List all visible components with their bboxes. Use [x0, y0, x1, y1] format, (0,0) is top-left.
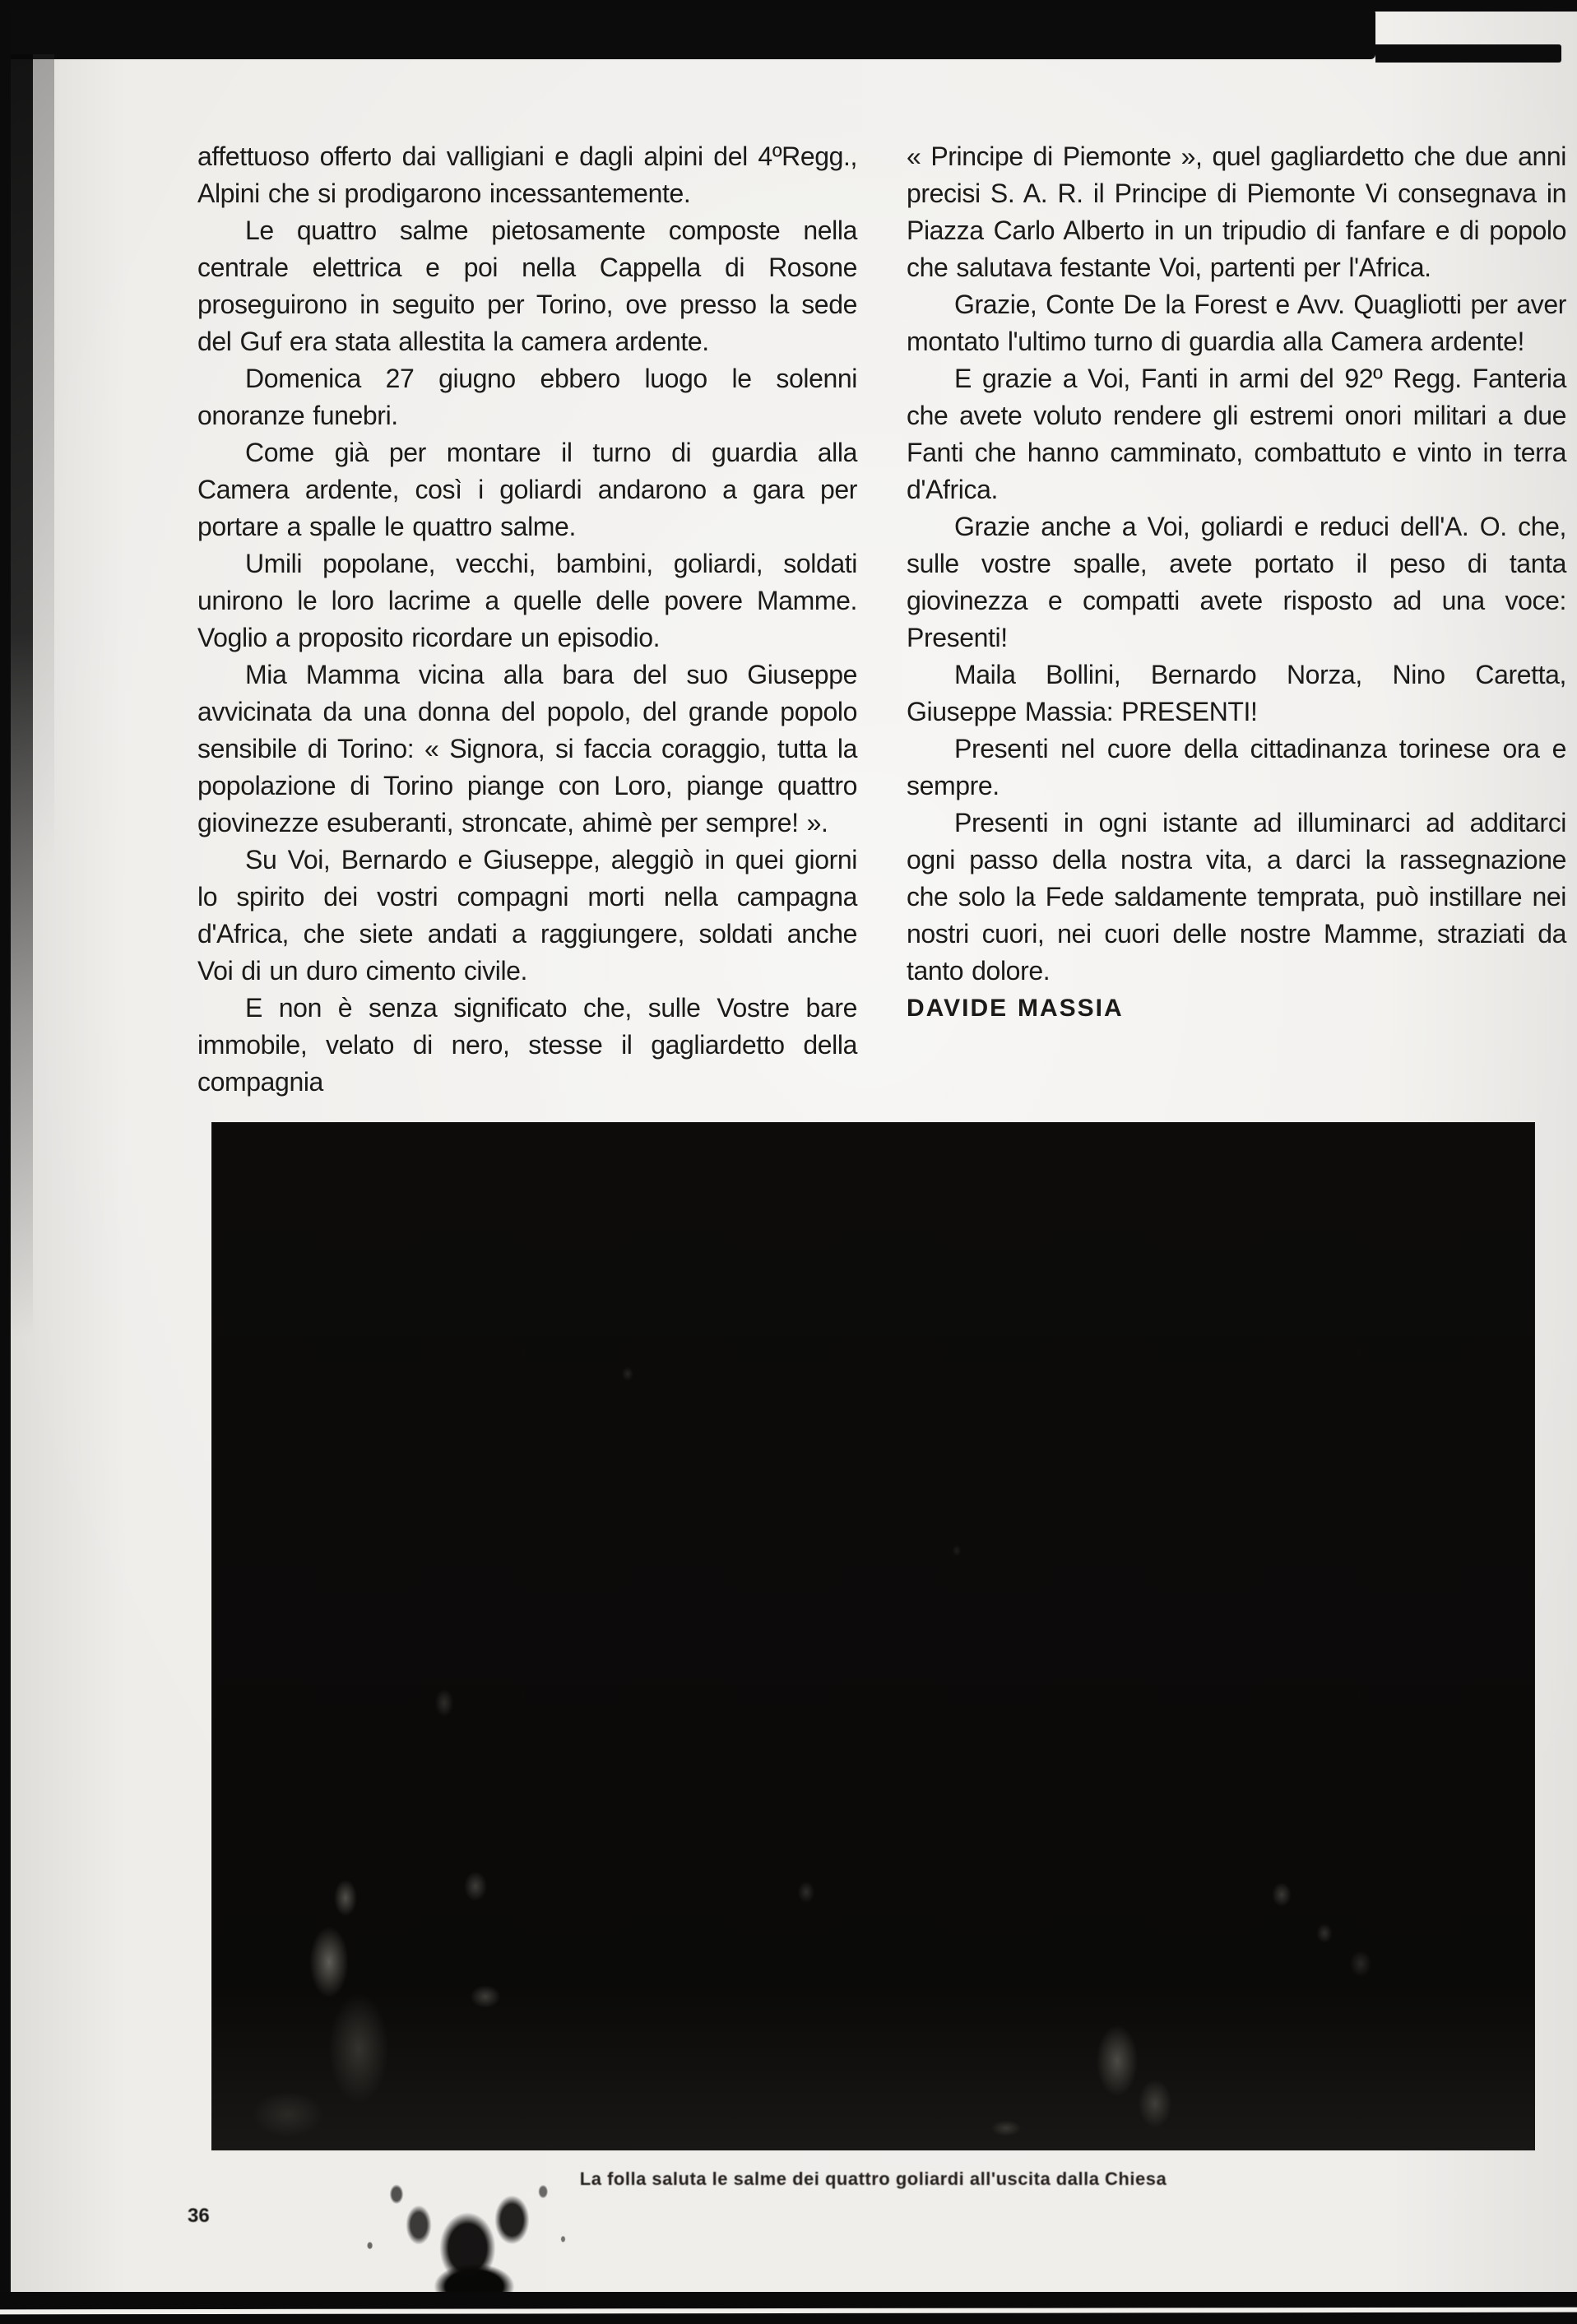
author-signature: DAVIDE MASSIA — [907, 995, 1124, 1022]
page-number: 36 — [188, 2205, 210, 2227]
paragraph: Le quattro salme pietosamente composte nella centrale elettrica e poi nella Cappella di Rosone proseguirono in seguito per Torino, ove presso la sede del Guf era stata allestita la camera ardente. — [197, 216, 857, 356]
paragraph: affettuoso offerto dai valligiani e dagli alpini del 4ºRegg., Alpini che si prodigarono incessantemente. — [197, 141, 857, 208]
scan-top-black-bar — [0, 10, 1375, 59]
paragraph: Su Voi, Bernardo e Giuseppe, aleggiò in quei giorni lo spirito dei vostri compagni morti nella campagna d'Africa, che siete andati a raggiungere, soldati anche Voi di un duro cimento civile. — [197, 845, 857, 986]
article-right-column — [907, 138, 1566, 1027]
scan-top-black-step — [1375, 44, 1561, 63]
paragraph: « Principe di Piemonte », quel gagliardetto che due anni precisi S. A. R. il Principe di Piemonte Vi consegnava in Piazza Carlo Alberto in un tripudio di fanfare e di popolo che salutava festante Voi, partenti per l'Africa. — [907, 141, 1566, 282]
paragraph: Maila Bollini, Bernardo Norza, Nino Caretta, Giuseppe Massia: PRESENTI! — [907, 660, 1566, 726]
paragraph: Domenica 27 giugno ebbero luogo le solenni onoranze funebri. — [197, 364, 857, 430]
paragraph: Grazie, Conte De la Forest e Avv. Quagliotti per aver montato l'ultimo turno di guardia alla Camera ardente! — [907, 290, 1566, 356]
paragraph: E non è senza significato che, sulle Vostre bare immobile, velato di nero, stesse il gagliardetto della compagnia — [197, 993, 857, 1097]
paragraph: Mia Mamma vicina alla bara del suo Giuseppe avvicinata da una donna del popolo, del grande popolo sensibile di Torino: « Signora, si faccia coraggio, tutta la popolazione di Torino piange con Loro, piange quattro giovinezze esuberanti, stroncate, ahimè per sempre! ». — [197, 660, 857, 837]
scan-gutter-shadow-soft — [33, 54, 54, 959]
photo-caption: La folla saluta le salme dei quattro goliardi all'uscita dalla Chiesa — [579, 2169, 1167, 2189]
scan-edge-left — [0, 0, 11, 2324]
paragraph: Come già per montare il turno di guardia alla Camera ardente, così i goliardi andarono a gara per portare a spalle le quattro salme. — [197, 438, 857, 541]
paragraph: Grazie anche a Voi, goliardi e reduci dell'A. O. che, sulle vostre spalle, avete portato il peso di tanta giovinezza e compatti avete risposto ad una voce: Presenti! — [907, 512, 1566, 652]
article-left-column — [197, 138, 857, 1101]
scan-gutter-shadow — [11, 54, 33, 1338]
paragraph: Umili popolane, vecchi, bambini, goliardi, soldati unirono le loro lacrime a quelle delle povere Mamme. Voglio a proposito ricordare un episodio. — [197, 549, 857, 652]
ink-splatter-mark — [352, 2169, 574, 2297]
crowd-photograph — [212, 1123, 1534, 2150]
paragraph: Presenti nel cuore della cittadinanza torinese ora e sempre. — [907, 734, 1566, 800]
paragraph: Presenti in ogni istante ad illuminarci ad additarci ogni passo della nostra vita, a darci la rassegnazione che solo la Fede saldamente temprata, può instillare nei nostri cuori, nei cuori delle nostre Mamme, straziati da tanto dolore. — [907, 808, 1566, 986]
paragraph: E grazie a Voi, Fanti in armi del 92º Regg. Fanteria che avete voluto rendere gli estremi onori militari a due Fanti che hanno camminato, combattuto e vinto in terra d'Africa. — [907, 364, 1566, 504]
